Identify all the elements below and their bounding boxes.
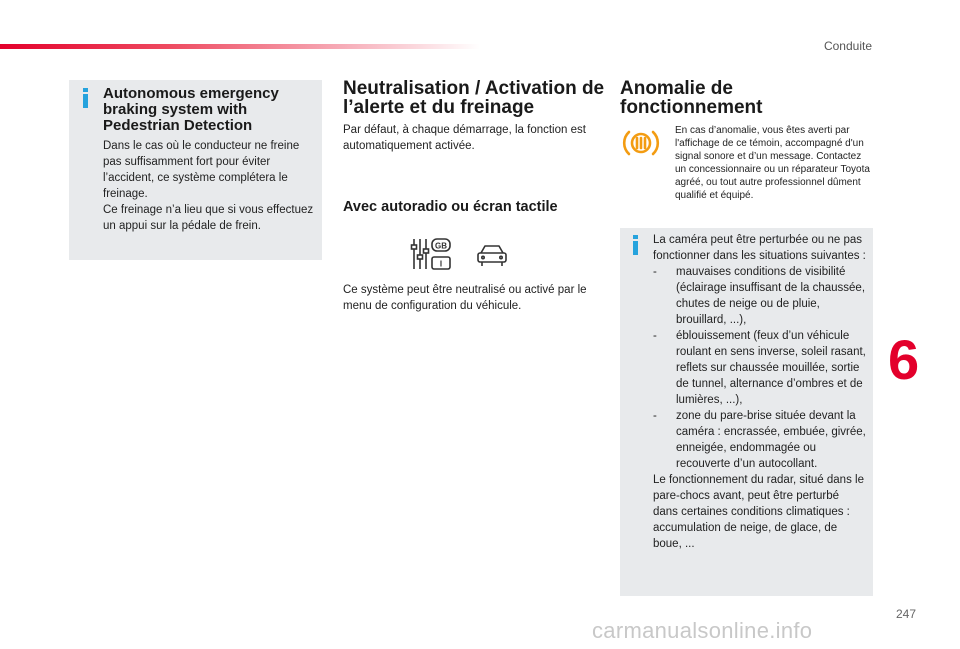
box-text [103,138,315,234]
info-icon [631,235,640,255]
car-icon [476,241,508,269]
settings-sliders-icon [410,237,452,271]
page-number: 247 [896,607,917,621]
conditions-list [653,264,867,472]
list-item: - mauvaises conditions de visibilité (éclairage insuffisant de la chaussée, chutes de neige ou de pluie, brouillard, ...), [653,264,867,328]
warning-paragraph: En cas d’anomalie, vous êtes averti par l'affichage de ce témoin, accompagné d'un signal sonore et d’un message. Contactez un concessionnaire ou un réparateur Toyota agréé, ou tout autre professionnel dûment qualifié et équipé. [675,125,870,201]
header-accent-bar [0,44,480,49]
section-heading-anomalie: Anomalie de fonctionnement [620,78,763,118]
chapter-number: 6 [888,328,920,391]
subheading-autoradio: Avec autoradio ou écran tactile [343,199,558,215]
language-badge-text: GB [435,241,447,251]
configuration-paragraph: Ce système peut être neutralisé ou activé par le menu de configuration du véhicule. [343,284,587,312]
section-heading-neutralisation: Neutralisation / Activation de l’alerte et du freinage [343,78,605,118]
info-icon [81,88,90,108]
list-outro: Le fonctionnement du radar, situé dans le pare-chocs avant, peut être perturbé dans certaines conditions climatiques : accumulation de neige, de glace, de boue, ... [653,474,864,550]
list-item: - éblouissement (feux d’un véhicule roulant en sens inverse, soleil rasant, reflets sur chaussée mouillée, sortie de tunnel, alternance d’ombres et de lumières, ...), [653,328,867,408]
box-paragraph: Dans le cas où le conducteur ne freine pas suffisamment fort pour éviter l’accident, ce système complétera le freinage. Ce freinage n’a lieu que si vous effectuez un appui sur la pédale de frein. [103,140,314,232]
section-label: Conduite [823,39,872,53]
intro-paragraph: Par défaut, à chaque démarrage, la fonction est automatiquement activée. [343,124,586,152]
list-intro: La caméra peut être perturbée ou ne pas fonctionner dans les situations suivantes : [653,234,866,262]
watermark: carmanualsonline.info [592,618,813,643]
camera-conditions-list [653,232,867,552]
list-item: - zone du pare-brise située devant la caméra : encrassée, embuée, givrée, enneigée, endommagée ou recouverte d’un autocollant. [653,408,867,472]
info-badge-text: I [439,259,443,269]
warning-lamp-icon [622,127,660,159]
box-title: Autonomous emergency braking system with Pedestrian Detection [103,85,279,134]
